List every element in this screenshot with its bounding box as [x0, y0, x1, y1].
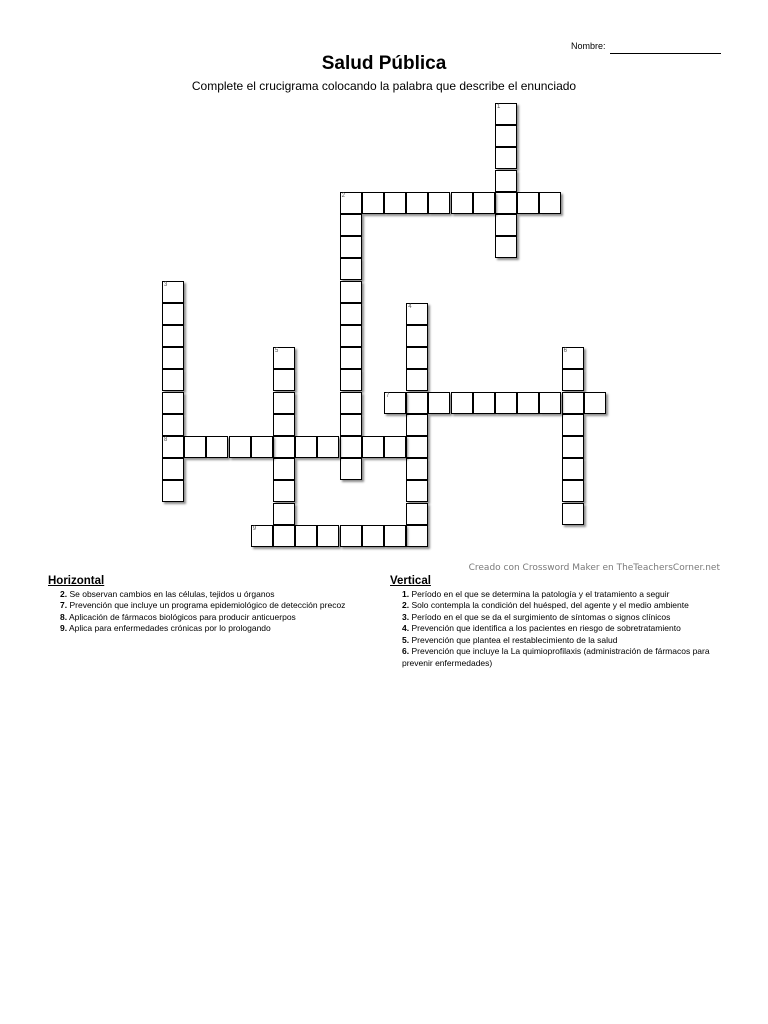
crossword-cell[interactable]: [495, 170, 517, 192]
crossword-cell[interactable]: [162, 325, 184, 347]
clue-item: [390, 600, 720, 612]
crossword-cell[interactable]: [562, 392, 584, 414]
clue-number: 5.: [402, 634, 410, 645]
clue-number: 7.: [60, 600, 68, 610]
crossword-cell[interactable]: [384, 192, 406, 214]
clue-item: [390, 589, 720, 601]
clue-text: Período en el que se determina la patología y el tratamiento a seguir: [411, 588, 670, 599]
crossword-cell[interactable]: [562, 458, 584, 480]
crossword-cell[interactable]: [162, 303, 184, 325]
clue-item: [48, 589, 366, 601]
crossword-cell[interactable]: [406, 192, 428, 214]
vertical-heading: Vertical: [390, 575, 431, 587]
clue-text: Prevención que identifica a los pacientes en riesgo de sobretratamiento: [411, 623, 681, 633]
crossword-cell[interactable]: [362, 436, 384, 458]
crossword-cell[interactable]: [162, 480, 184, 502]
crossword-cell[interactable]: [406, 325, 428, 347]
name-label: Nombre:: [571, 41, 606, 51]
crossword-cell[interactable]: [273, 392, 295, 414]
crossword-cell[interactable]: [517, 192, 539, 214]
page-subtitle: Complete el crucigrama colocando la palabra que describe el enunciado: [191, 79, 577, 93]
crossword-cell[interactable]: [162, 281, 184, 303]
crossword-cell[interactable]: [295, 525, 317, 547]
clue-number: 8.: [60, 611, 68, 622]
crossword-cell[interactable]: [162, 436, 184, 458]
crossword-cell[interactable]: [206, 436, 228, 458]
crossword-cell[interactable]: [406, 436, 428, 458]
clue-number: 2.: [60, 588, 68, 599]
cell-number: 1: [497, 104, 501, 110]
crossword-cell[interactable]: [340, 236, 362, 258]
clue-text: Se observan cambios en las células, tejidos u órganos: [69, 588, 275, 599]
credit-text: Creado con Crossword Maker en TheTeachersCorner.net: [468, 563, 720, 573]
cell-number: 7: [386, 392, 390, 399]
clue-number: 4.: [402, 623, 410, 633]
crossword-cell[interactable]: [406, 525, 428, 547]
clue-list: [390, 589, 720, 670]
clue-text: Prevención que incluye un programa epidemiológico de detección precoz: [69, 600, 346, 610]
cell-number: 6: [563, 348, 567, 355]
crossword-cell[interactable]: [273, 458, 295, 480]
crossword-cell[interactable]: [495, 392, 517, 414]
clue-item: [390, 635, 720, 647]
crossword-cell[interactable]: [317, 436, 339, 458]
crossword-cell[interactable]: [162, 369, 184, 391]
crossword-cell[interactable]: [273, 480, 295, 502]
crossword-cell[interactable]: [273, 436, 295, 458]
clue-text: Solo contempla la condición del huésped, del agente y el medio ambiente: [411, 600, 689, 610]
clue-item: [390, 646, 720, 669]
clue-text: Período en el que se da el surgimiento de síntomas o signos clínicos: [411, 611, 671, 622]
clue-text: Aplica para enfermedades crónicas por lo prologando: [69, 623, 271, 633]
crossword-cell[interactable]: [273, 369, 295, 391]
clue-number: 6.: [402, 646, 410, 656]
crossword-cell[interactable]: [295, 436, 317, 458]
crossword-cell[interactable]: [251, 525, 273, 547]
crossword-cell[interactable]: [517, 392, 539, 414]
cell-number: 5: [275, 348, 279, 355]
crossword-cell[interactable]: [584, 392, 606, 414]
crossword-cell[interactable]: [406, 347, 428, 369]
horizontal-heading: Horizontal: [48, 575, 105, 587]
clue-number: 2.: [402, 600, 410, 610]
crossword-cell[interactable]: [495, 214, 517, 236]
crossword-cell[interactable]: [384, 436, 406, 458]
clue-number: 9.: [60, 623, 68, 633]
crossword-cell[interactable]: [406, 503, 428, 525]
clue-number: 3.: [402, 611, 410, 622]
crossword-cell[interactable]: [273, 525, 295, 547]
cell-number: 8: [164, 437, 168, 443]
clue-text: Aplicación de fármacos biológicos para producir anticuerpos: [69, 611, 296, 622]
cell-number: 4: [408, 303, 412, 310]
crossword-cell[interactable]: [495, 147, 517, 169]
crossword-cell[interactable]: [362, 525, 384, 547]
crossword-cell[interactable]: [340, 436, 362, 458]
crossword-cell[interactable]: [340, 414, 362, 436]
crossword-cell[interactable]: [495, 192, 517, 214]
crossword-cell[interactable]: [562, 414, 584, 436]
crossword-cell[interactable]: [340, 369, 362, 391]
crossword-cell[interactable]: [495, 125, 517, 147]
horizontal-clues: [48, 576, 366, 635]
crossword-cell[interactable]: [162, 458, 184, 480]
crossword-cell[interactable]: [184, 436, 206, 458]
crossword-cell[interactable]: [162, 414, 184, 436]
crossword-cell[interactable]: [539, 392, 561, 414]
crossword-cell[interactable]: [384, 525, 406, 547]
crossword-cell[interactable]: [495, 103, 517, 125]
cell-number: 2: [341, 192, 345, 199]
vertical-clues: [390, 576, 720, 669]
crossword-cell[interactable]: [495, 236, 517, 258]
crossword-cell[interactable]: [162, 392, 184, 414]
cell-number: 3: [164, 281, 168, 288]
clue-number: 1.: [402, 588, 410, 599]
crossword-cell[interactable]: [340, 192, 362, 214]
crossword-cell[interactable]: [562, 436, 584, 458]
clue-text: Prevención que incluye la La quimioprofilaxis (administración de fármacos para prevenir enfermedades): [402, 646, 710, 668]
clue-item: [390, 612, 720, 624]
crossword-cell[interactable]: [340, 258, 362, 280]
crossword-cell[interactable]: [273, 347, 295, 369]
crossword-cell[interactable]: [340, 281, 362, 303]
crossword-cell[interactable]: [406, 369, 428, 391]
crossword-cell[interactable]: [317, 525, 339, 547]
crossword-cell[interactable]: [340, 214, 362, 236]
crossword-cell[interactable]: [473, 192, 495, 214]
crossword-cell[interactable]: [406, 414, 428, 436]
clue-list: [48, 589, 366, 635]
crossword-cell[interactable]: [273, 503, 295, 525]
clue-item: [48, 600, 366, 612]
clue-item: [390, 623, 720, 635]
crossword-cell[interactable]: [473, 392, 495, 414]
crossword-cell[interactable]: [406, 458, 428, 480]
crossword-cell[interactable]: [162, 347, 184, 369]
cell-number: 9: [252, 525, 257, 532]
crossword-cell[interactable]: [428, 392, 450, 414]
crossword-cell[interactable]: [562, 480, 584, 502]
clue-item: [48, 612, 366, 624]
crossword-cell[interactable]: [406, 392, 428, 414]
crossword-cell[interactable]: [562, 503, 584, 525]
crossword-cell[interactable]: [451, 192, 473, 214]
crossword-cell[interactable]: [362, 192, 384, 214]
clue-text: Prevención que plantea el restablecimiento de la salud: [411, 634, 618, 645]
crossword-cell[interactable]: [340, 392, 362, 414]
crossword-cell[interactable]: [273, 414, 295, 436]
crossword-cell[interactable]: [406, 303, 428, 325]
crossword-cell[interactable]: [229, 436, 251, 458]
page-title: Salud Pública: [321, 53, 447, 74]
crossword-cell[interactable]: [539, 192, 561, 214]
crossword-cell[interactable]: [251, 436, 273, 458]
crossword-cell[interactable]: [428, 192, 450, 214]
crossword-cell[interactable]: [340, 303, 362, 325]
crossword-cell[interactable]: [340, 525, 362, 547]
crossword-cell[interactable]: [340, 347, 362, 369]
crossword-cell[interactable]: [384, 392, 406, 414]
crossword-cell[interactable]: [562, 369, 584, 391]
crossword-cell[interactable]: [451, 392, 473, 414]
crossword-cell[interactable]: [406, 480, 428, 502]
clue-item: [48, 623, 366, 635]
crossword-cell[interactable]: [562, 347, 584, 369]
crossword-cell[interactable]: [340, 458, 362, 480]
crossword-cell[interactable]: [340, 325, 362, 347]
